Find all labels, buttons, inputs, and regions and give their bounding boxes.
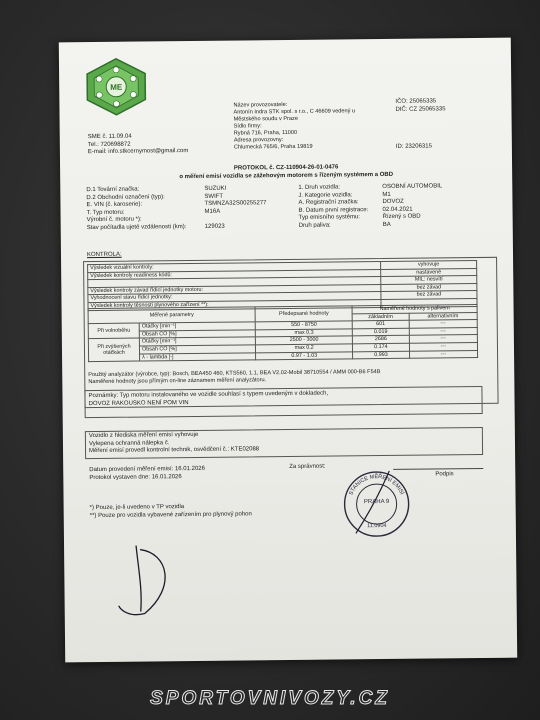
address-value: Chlumecká 765/6, Praha 19819	[233, 143, 313, 151]
col-measured: Naměřené hodnoty s palivem	[352, 305, 477, 314]
vehicle-label: Druh paliva:	[298, 222, 331, 229]
header-id: ID: 23206315	[395, 143, 432, 150]
notes	[88, 391, 328, 409]
vehicle-label: 1. Druh vozidla:	[298, 184, 341, 191]
result	[89, 431, 259, 455]
vehicle-value: 02.04.2021	[382, 206, 413, 213]
measurement-basic: 0.993	[353, 351, 409, 359]
kontrola-heading: KONTROLA:	[86, 251, 122, 259]
kontrola-value: MIL: nesvítí	[381, 276, 477, 285]
notes-line1: Poznámky: Typ motoru instalovaného ve vozidle souhlasí s typem uvedeným v dokladech,	[88, 390, 329, 400]
kontrola-label: Vyhodnocení stavu řídicí jednotky:	[88, 292, 381, 303]
measurement-param: Otáčky [min⁻¹]	[139, 337, 255, 346]
measurement-allowed: max 0,2	[256, 344, 353, 353]
kontrola-label: Výsledek kontroly readiness kódů:	[88, 269, 381, 280]
measurement-allowed: 0.97 - 1.03	[256, 351, 353, 360]
kontrola-value: bez závad	[381, 283, 477, 292]
kontrola-label: Výsledek kontroly těsnosti plynového zařízení **):	[88, 299, 381, 310]
header-contact	[88, 133, 189, 157]
vehicle-label: B. Datum první registrace:	[298, 206, 369, 214]
vehicle-info-right	[298, 183, 442, 230]
col-basic: základním	[352, 313, 408, 321]
vehicle-value: M16A	[204, 208, 221, 215]
measurement-alt: ---	[409, 320, 477, 328]
vehicle-label: E. VIN (č. karoserie):	[86, 201, 143, 209]
vehicle-row	[87, 223, 267, 232]
address-label: Adresa provozovny:	[233, 137, 284, 144]
vehicle-label: A. Registrační značka:	[298, 199, 359, 206]
vehicle-value: Řízený s OBD	[382, 213, 421, 221]
watermark-text: SPORTOVNIVOZY.CZ	[150, 688, 390, 709]
header-ids	[395, 98, 505, 114]
dic: DIČ: CZ 25065335	[395, 105, 446, 113]
measurement-allowed: max 0,3	[256, 329, 353, 338]
official-stamp-icon	[341, 469, 412, 540]
result-line2: Vylepena ochranná nálepka č.	[88, 439, 170, 447]
footnote-1: *) Pouze, je-li uvedeno v TP vozidla	[89, 504, 185, 512]
footnote-2: **) Pouze pro vozidla vybavené zařízením pro plynový pohon	[89, 510, 252, 519]
dates	[89, 466, 205, 482]
email: E-mail: info.stkcernymost@gmail.com	[87, 148, 189, 156]
signature-label: Podpis	[435, 471, 454, 478]
kontrola-value: bez závad	[381, 291, 477, 300]
measurement-param: Otáčky [min⁻¹]	[139, 322, 255, 331]
measurement-basic: 0.174	[353, 343, 409, 351]
measurement-basic: 601	[352, 320, 408, 328]
vehicle-value: SWIFT	[204, 193, 224, 200]
vehicle-label: D.1 Tovární značka:	[86, 186, 140, 194]
vehicle-value: DOVOZ	[382, 198, 404, 206]
vehicle-value: BA	[382, 221, 391, 228]
provider-line2: Městského soudu v Praze	[233, 115, 298, 123]
measurement-param: Obsah CO [%]	[139, 345, 255, 354]
measurement-alt: ---	[409, 342, 477, 350]
provider-label: Název provozovatele:	[233, 101, 288, 109]
vehicle-value: TSMNZA32S00255277	[204, 200, 267, 207]
vehicle-value: OSOBNÍ AUTOMOBIL	[382, 183, 443, 191]
date-issued: Protokol vystaven dne: 16.01.2026	[89, 473, 182, 481]
measurement-basic: 0.019	[353, 328, 409, 336]
measurement-group	[88, 338, 139, 361]
measurement-alt: ---	[409, 350, 477, 358]
vehicle-info-left	[86, 185, 267, 232]
vehicle-label: D.2 Obchodní označení (typ):	[86, 193, 165, 201]
analyzer-line2: Naměřené hodnoty jsou přímým on-line záznamem měření analyzátoru.	[88, 377, 267, 386]
stamp-number: 11.0904	[367, 522, 387, 530]
measurement-param: λ - lambda [-]	[140, 352, 256, 361]
vehicle-label: T. Typ motoru:	[86, 209, 125, 216]
vehicle-label: Výrobní č. motoru *):	[86, 216, 142, 224]
vehicle-label: J. Kategorie vozidla:	[298, 191, 353, 199]
protocol-title	[60, 163, 512, 183]
kontrola-value: nastavené	[381, 268, 477, 277]
result-line1: Vozidlo z hlediska měření emisí vyhovuje	[88, 431, 199, 440]
measurement-alt: ---	[409, 335, 477, 343]
measurement-table	[88, 304, 479, 362]
measurement-allowed: 2500 - 3000	[256, 336, 353, 345]
seat-label: Sídlo firmy:	[233, 123, 262, 130]
measurement-basic: 2686	[353, 336, 409, 344]
sme-number: SME č. 11.09.04	[87, 133, 132, 141]
footnotes	[90, 503, 252, 520]
title-line1: PROTOKOL č. CZ-110904-26-01-0476	[233, 164, 339, 172]
correctness-label: Za správnost:	[289, 463, 326, 470]
col-alt: alternativním	[409, 312, 477, 320]
analyzer-line1: Použitý analyzátor (výrobce, typ): Bosch, BEA450 460, KTS560, 1.1, BEA V2.02-Mobil 38710554 / AMM 000-B6 F54B	[88, 369, 381, 379]
kontrola-value: vyhovuje	[381, 261, 477, 270]
vehicle-label: Typ emisního systému:	[298, 214, 361, 221]
vehicle-label: Stav počítadla ujeté vzdálenosti (km):	[86, 223, 187, 231]
col-allowed: Předepsané hodnoty	[255, 306, 352, 322]
logo-text: ME	[110, 82, 123, 92]
phone: Tel.: 720698872	[87, 141, 131, 148]
title-line2: o měření emisí vozidla se zážehovým motorem s řízeným systémem a OBD	[179, 171, 394, 180]
vehicle-value: 129023	[204, 223, 225, 230]
measurement-group: Při volnoběhu	[88, 323, 139, 339]
header-provider	[233, 101, 394, 152]
stamp-text-top: STANICE MĚŘENÍ EMISÍ	[348, 474, 405, 497]
measurement-param: Obsah CO [%]	[139, 330, 255, 339]
kontrola-label: Výsledek vizuální kontroly:	[88, 262, 381, 273]
group-line1: Při zvýšených	[97, 343, 131, 350]
measurement-alt: ---	[409, 327, 477, 335]
measurement-allowed: 550 - 8750	[255, 321, 352, 330]
vehicle-value: M1	[382, 191, 391, 198]
result-line3: Měření emisí provedl kontrolní technik, osvědčení č.: KTE02088	[89, 446, 260, 455]
ico: IČO: 25065335	[395, 98, 437, 105]
stk-logo-icon	[85, 57, 148, 116]
seat-value: Rybná 716, Praha, 11000	[233, 129, 298, 137]
handwritten-signature-icon	[98, 539, 189, 620]
group-line2: otáčkách	[103, 349, 125, 357]
vehicle-row	[299, 221, 443, 230]
stamp-text-bottom: PRAHA 9	[363, 498, 390, 506]
kontrola-label: Výsledek kontroly závad řídicí jednotky motoru:	[88, 284, 381, 295]
vehicle-value: SUZUKI	[204, 185, 227, 192]
protocol-document	[59, 38, 517, 663]
notes-line2: DOVOZ RAKOUSKO NENÍ POM VIN	[88, 399, 189, 407]
col-params: Měřené parametry	[88, 307, 255, 324]
date-measured: Datum provedení měření emisí: 16.01.2026	[89, 465, 206, 474]
provider-line1: Antonín Indra STK spol. s r.o., C 46609 vedený u	[233, 108, 356, 116]
kontrola-table	[87, 260, 477, 311]
